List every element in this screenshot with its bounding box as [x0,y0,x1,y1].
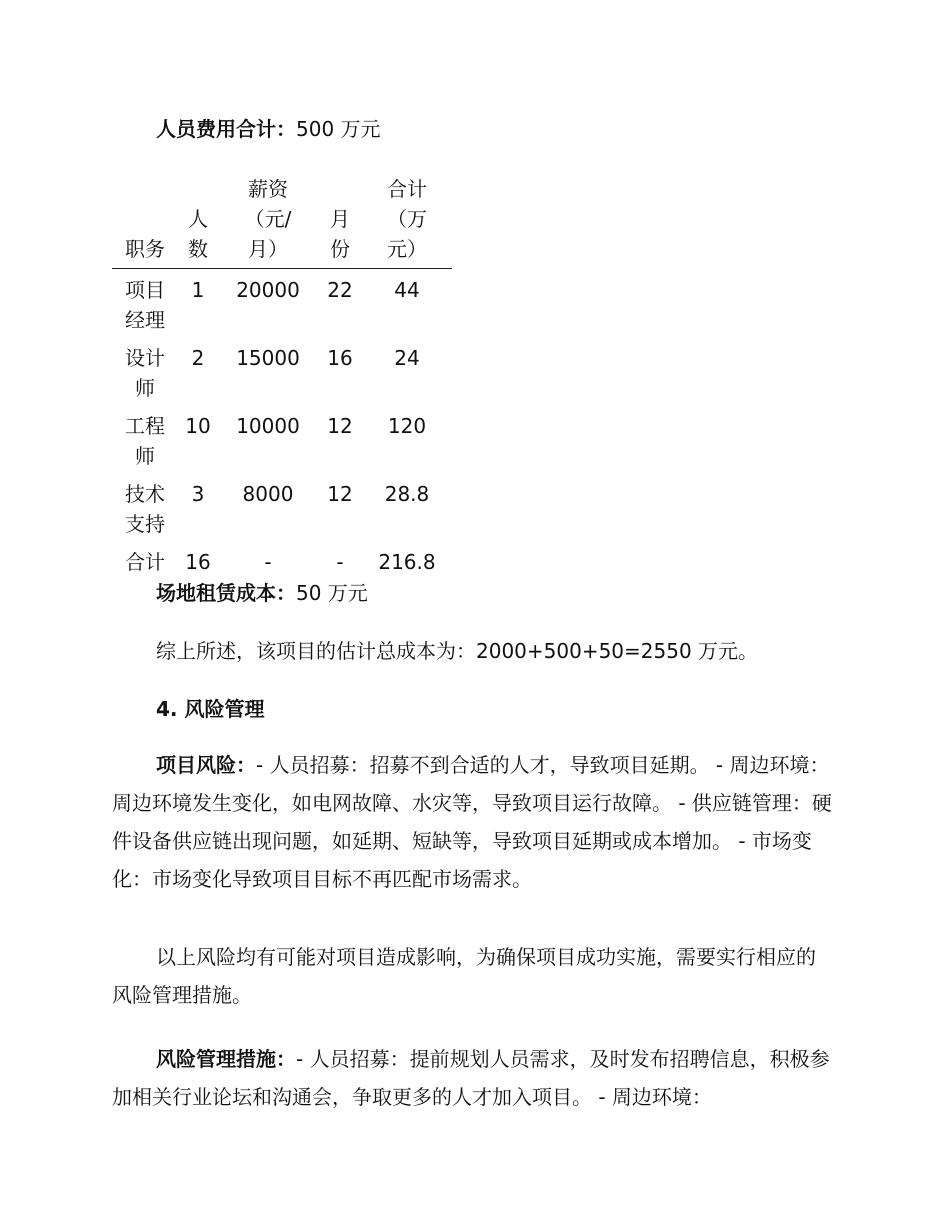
cell-total: 216.8 [378,550,436,574]
measures-text: - 人员招募：提前规划人员需求，及时发布招聘信息，积极参加相关行业论坛和沟通会，争取更多的人才加入项目。 - 周边环境： [112,1047,830,1109]
measures-label: 风险管理措施： [156,1047,296,1071]
section-heading: 4. 风险管理 [156,697,265,721]
cell-role: 合计 [125,550,165,574]
cell-role: 技术支持 [125,482,165,536]
personnel-cost-label: 人员费用合计： [156,117,296,141]
measures-paragraph [112,1040,832,1116]
cell-months: 12 [327,482,353,506]
cell-total: 28.8 [384,482,430,506]
table-row [112,339,452,407]
risk-paragraph [112,746,832,898]
cell-headcount: 10 [185,414,211,438]
cell-months: 22 [327,278,353,302]
header-role: 职务 [112,174,178,269]
table-header-row [112,174,452,269]
header-total: 合计 （万 元） [362,174,452,269]
cell-role: 项目经理 [125,278,165,332]
cell-role: 工程师 [125,414,165,468]
cell-role: 设计师 [125,346,165,400]
cell-headcount: 3 [191,482,205,506]
rent-cost-value: 50 万元 [296,581,368,605]
cell-total: 44 [394,278,420,302]
risk-text: - 人员招募：招募不到合适的人才，导致项目延期。 - 周边环境：周边环境发生变化，如电网故障、水灾等，导致项目运行故障。 - 供应链管理：硬件设备供应链出现问题，如延期、短缺等，导致项目延期或成本增加。 - 市场变化：市场变化导致项目目标不再匹配市场需求。 [112,753,832,891]
cell-headcount: 16 [185,550,211,574]
cell-salary: 10000 [236,414,300,438]
table-row [112,543,452,581]
cell-months: - [336,550,344,574]
cell-months: 12 [327,414,353,438]
cell-headcount: 2 [191,346,205,370]
cell-salary: 20000 [236,278,300,302]
table-row [112,475,452,543]
header-headcount: 人 数 [178,174,218,269]
rent-cost [156,578,368,608]
header-salary: 薪资 （元/ 月） [218,174,318,269]
table-row [112,269,452,340]
cell-total: 120 [387,414,427,438]
salary-table [112,174,452,581]
header-months: 月 份 [318,174,362,269]
rent-cost-label: 场地租赁成本： [156,581,296,605]
summary-text: 综上所述，该项目的估计总成本为：2000+500+50=2550 万元。 [156,639,759,663]
cell-salary: 15000 [236,346,300,370]
cell-months: 16 [327,346,353,370]
cell-headcount: 1 [191,278,205,302]
personnel-cost-value: 500 万元 [296,117,381,141]
risk-label: 项目风险： [156,753,256,777]
personnel-cost-total [156,114,381,144]
risk-note-paragraph: 以上风险均有可能对项目造成影响，为确保项目成功实施，需要实行相应的风险管理措施。 [112,945,816,1007]
table-row [112,407,452,475]
cell-salary: 8000 [242,482,294,506]
cell-salary: - [264,550,272,574]
cell-total: 24 [394,346,420,370]
